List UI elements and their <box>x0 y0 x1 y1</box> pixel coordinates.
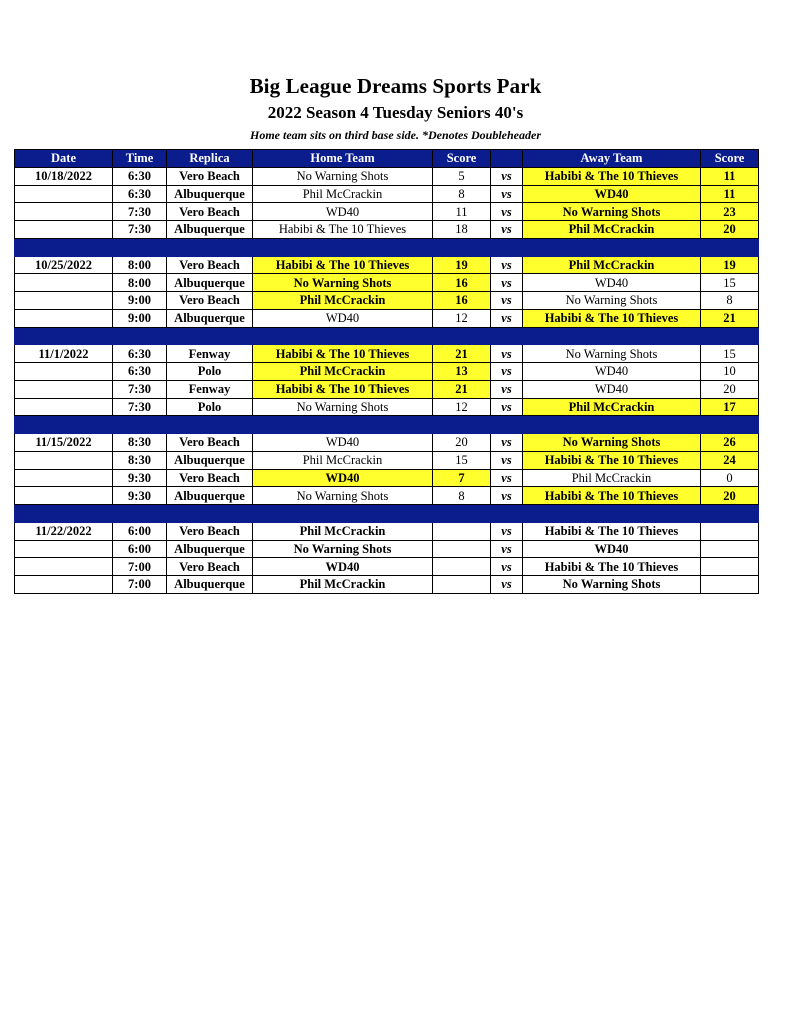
away-score-cell <box>701 558 759 576</box>
date-cell: 10/25/2022 <box>15 256 113 274</box>
time-cell: 7:00 <box>113 558 167 576</box>
home-score-cell: 21 <box>433 380 491 398</box>
date-cell <box>15 274 113 292</box>
away-score-cell: 26 <box>701 434 759 452</box>
date-cell <box>15 185 113 203</box>
field-cell: Polo <box>167 363 253 381</box>
away-score-cell <box>701 576 759 594</box>
separator-cell <box>701 327 759 345</box>
col-away-score: Score <box>701 150 759 168</box>
separator-cell <box>253 327 433 345</box>
col-away-team: Away Team <box>523 150 701 168</box>
field-cell: Albuquerque <box>167 221 253 239</box>
away-score-cell: 24 <box>701 451 759 469</box>
game-row <box>15 469 759 487</box>
date-cell <box>15 558 113 576</box>
col-home-score: Score <box>433 150 491 168</box>
game-row <box>15 221 759 239</box>
field-cell: Albuquerque <box>167 309 253 327</box>
game-row <box>15 451 759 469</box>
away-score-cell: 15 <box>701 274 759 292</box>
home-score-cell: 13 <box>433 363 491 381</box>
time-cell: 7:00 <box>113 576 167 594</box>
header-row <box>15 150 759 168</box>
home-score-cell: 16 <box>433 274 491 292</box>
home-score-cell: 12 <box>433 309 491 327</box>
away-score-cell: 23 <box>701 203 759 221</box>
home-team-cell: Phil McCrackin <box>253 292 433 310</box>
home-team-cell: Habibi & The 10 Thieves <box>253 380 433 398</box>
game-row <box>15 540 759 558</box>
home-team-cell: Habibi & The 10 Thieves <box>253 256 433 274</box>
vs-cell: vs <box>491 540 523 558</box>
vs-cell: vs <box>491 185 523 203</box>
game-row <box>15 345 759 363</box>
time-cell: 9:30 <box>113 469 167 487</box>
time-cell: 6:30 <box>113 363 167 381</box>
vs-cell: vs <box>491 522 523 540</box>
away-team-cell: Phil McCrackin <box>523 256 701 274</box>
game-row <box>15 256 759 274</box>
separator-cell <box>491 327 523 345</box>
date-cell <box>15 576 113 594</box>
home-score-cell: 19 <box>433 256 491 274</box>
home-team-cell: WD40 <box>253 434 433 452</box>
date-cell <box>15 540 113 558</box>
week-separator <box>15 327 759 345</box>
home-score-cell: 5 <box>433 167 491 185</box>
time-cell: 9:30 <box>113 487 167 505</box>
season-subtitle: 2022 Season 4 Tuesday Seniors 40's <box>267 103 524 122</box>
field-cell: Fenway <box>167 380 253 398</box>
col-home-team: Home Team <box>253 150 433 168</box>
time-cell: 6:30 <box>113 345 167 363</box>
schedule-table <box>14 149 759 594</box>
away-team-cell: Habibi & The 10 Thieves <box>523 487 701 505</box>
separator-cell <box>701 505 759 523</box>
separator-cell <box>253 238 433 256</box>
away-score-cell: 20 <box>701 221 759 239</box>
home-team-cell: Phil McCrackin <box>253 451 433 469</box>
date-cell <box>15 309 113 327</box>
field-cell: Vero Beach <box>167 167 253 185</box>
game-row <box>15 576 759 594</box>
game-row <box>15 398 759 416</box>
game-row <box>15 185 759 203</box>
away-team-cell: WD40 <box>523 363 701 381</box>
away-score-cell: 20 <box>701 487 759 505</box>
away-score-cell: 15 <box>701 345 759 363</box>
home-team-cell: No Warning Shots <box>253 540 433 558</box>
away-score-cell: 11 <box>701 185 759 203</box>
field-cell: Vero Beach <box>167 558 253 576</box>
away-team-cell: Habibi & The 10 Thieves <box>523 167 701 185</box>
away-team-cell: WD40 <box>523 540 701 558</box>
date-cell: 11/1/2022 <box>15 345 113 363</box>
away-team-cell: No Warning Shots <box>523 434 701 452</box>
home-team-cell: Habibi & The 10 Thieves <box>253 345 433 363</box>
date-cell <box>15 203 113 221</box>
field-cell: Albuquerque <box>167 576 253 594</box>
separator-cell <box>491 238 523 256</box>
vs-cell: vs <box>491 451 523 469</box>
home-score-cell <box>433 558 491 576</box>
time-cell: 6:30 <box>113 185 167 203</box>
time-cell: 6:00 <box>113 522 167 540</box>
vs-cell: vs <box>491 558 523 576</box>
home-score-cell: 8 <box>433 185 491 203</box>
vs-cell: vs <box>491 274 523 292</box>
home-team-cell: No Warning Shots <box>253 398 433 416</box>
home-team-cell: WD40 <box>253 203 433 221</box>
week-separator <box>15 505 759 523</box>
separator-cell <box>523 238 701 256</box>
home-team-cell: No Warning Shots <box>253 487 433 505</box>
separator-cell <box>523 327 701 345</box>
field-cell: Albuquerque <box>167 451 253 469</box>
separator-cell <box>167 505 253 523</box>
away-score-cell: 10 <box>701 363 759 381</box>
away-team-cell: Phil McCrackin <box>523 221 701 239</box>
home-score-cell: 11 <box>433 203 491 221</box>
separator-cell <box>113 238 167 256</box>
vs-cell: vs <box>491 576 523 594</box>
separator-cell <box>167 416 253 434</box>
away-team-cell: WD40 <box>523 185 701 203</box>
vs-cell: vs <box>491 221 523 239</box>
separator-cell <box>113 416 167 434</box>
vs-cell: vs <box>491 292 523 310</box>
date-cell: 11/22/2022 <box>15 522 113 540</box>
away-score-cell: 19 <box>701 256 759 274</box>
home-team-cell: Habibi & The 10 Thieves <box>253 221 433 239</box>
separator-cell <box>167 238 253 256</box>
home-team-cell: No Warning Shots <box>253 167 433 185</box>
separator-cell <box>253 416 433 434</box>
away-team-cell: No Warning Shots <box>523 292 701 310</box>
home-score-cell: 12 <box>433 398 491 416</box>
home-team-cell: Phil McCrackin <box>253 522 433 540</box>
home-team-cell: Phil McCrackin <box>253 576 433 594</box>
separator-cell <box>15 416 113 434</box>
field-cell: Albuquerque <box>167 487 253 505</box>
separator-cell <box>701 238 759 256</box>
separator-cell <box>113 505 167 523</box>
time-cell: 9:00 <box>113 309 167 327</box>
separator-cell <box>491 416 523 434</box>
date-cell <box>15 380 113 398</box>
away-team-cell: Phil McCrackin <box>523 398 701 416</box>
away-team-cell: No Warning Shots <box>523 345 701 363</box>
vs-cell: vs <box>491 256 523 274</box>
separator-cell <box>523 416 701 434</box>
time-cell: 7:30 <box>113 380 167 398</box>
away-team-cell: Habibi & The 10 Thieves <box>523 309 701 327</box>
separator-cell <box>491 505 523 523</box>
time-cell: 6:30 <box>113 167 167 185</box>
away-score-cell: 8 <box>701 292 759 310</box>
field-cell: Albuquerque <box>167 185 253 203</box>
game-row <box>15 167 759 185</box>
date-cell: 10/18/2022 <box>15 167 113 185</box>
time-cell: 8:00 <box>113 256 167 274</box>
date-cell <box>15 221 113 239</box>
field-cell: Albuquerque <box>167 540 253 558</box>
separator-cell <box>701 416 759 434</box>
away-score-cell: 20 <box>701 380 759 398</box>
home-team-cell: Phil McCrackin <box>253 185 433 203</box>
home-score-cell <box>433 576 491 594</box>
away-team-cell: WD40 <box>523 274 701 292</box>
away-score-cell <box>701 522 759 540</box>
vs-cell: vs <box>491 469 523 487</box>
game-row <box>15 274 759 292</box>
vs-cell: vs <box>491 380 523 398</box>
vs-cell: vs <box>491 398 523 416</box>
away-team-cell: Habibi & The 10 Thieves <box>523 451 701 469</box>
date-cell <box>15 487 113 505</box>
game-row <box>15 292 759 310</box>
separator-cell <box>433 505 491 523</box>
time-cell: 8:00 <box>113 274 167 292</box>
game-row <box>15 522 759 540</box>
game-row <box>15 487 759 505</box>
col-replica: Replica <box>167 150 253 168</box>
home-team-note: Home team sits on third base side. *Denotes Doubleheader <box>250 128 541 142</box>
home-score-cell: 8 <box>433 487 491 505</box>
away-score-cell: 0 <box>701 469 759 487</box>
away-team-cell: WD40 <box>523 380 701 398</box>
separator-cell <box>523 505 701 523</box>
field-cell: Vero Beach <box>167 469 253 487</box>
time-cell: 7:30 <box>113 203 167 221</box>
home-score-cell <box>433 540 491 558</box>
away-team-cell: Habibi & The 10 Thieves <box>523 558 701 576</box>
field-cell: Vero Beach <box>167 522 253 540</box>
vs-cell: vs <box>491 434 523 452</box>
separator-cell <box>433 416 491 434</box>
time-cell: 6:00 <box>113 540 167 558</box>
home-team-cell: WD40 <box>253 558 433 576</box>
away-team-cell: Habibi & The 10 Thieves <box>523 522 701 540</box>
date-cell <box>15 363 113 381</box>
game-row <box>15 380 759 398</box>
vs-cell: vs <box>491 487 523 505</box>
time-cell: 8:30 <box>113 451 167 469</box>
time-cell: 8:30 <box>113 434 167 452</box>
home-score-cell: 15 <box>433 451 491 469</box>
field-cell: Albuquerque <box>167 274 253 292</box>
game-row <box>15 363 759 381</box>
date-cell <box>15 292 113 310</box>
col-vs <box>491 150 523 168</box>
field-cell: Fenway <box>167 345 253 363</box>
separator-cell <box>253 505 433 523</box>
game-row <box>15 558 759 576</box>
home-score-cell: 16 <box>433 292 491 310</box>
vs-cell: vs <box>491 167 523 185</box>
vs-cell: vs <box>491 345 523 363</box>
vs-cell: vs <box>491 363 523 381</box>
date-cell <box>15 469 113 487</box>
home-team-cell: WD40 <box>253 469 433 487</box>
separator-cell <box>15 327 113 345</box>
separator-cell <box>15 238 113 256</box>
schedule-body <box>15 167 759 593</box>
away-team-cell: No Warning Shots <box>523 203 701 221</box>
field-cell: Polo <box>167 398 253 416</box>
home-score-cell: 20 <box>433 434 491 452</box>
col-date: Date <box>15 150 113 168</box>
field-cell: Vero Beach <box>167 292 253 310</box>
time-cell: 9:00 <box>113 292 167 310</box>
separator-cell <box>433 327 491 345</box>
vs-cell: vs <box>491 309 523 327</box>
away-score-cell: 21 <box>701 309 759 327</box>
away-score-cell <box>701 540 759 558</box>
home-team-cell: WD40 <box>253 309 433 327</box>
home-team-cell: No Warning Shots <box>253 274 433 292</box>
time-cell: 7:30 <box>113 398 167 416</box>
away-team-cell: No Warning Shots <box>523 576 701 594</box>
game-row <box>15 203 759 221</box>
date-cell <box>15 398 113 416</box>
field-cell: Vero Beach <box>167 256 253 274</box>
vs-cell: vs <box>491 203 523 221</box>
week-separator <box>15 238 759 256</box>
col-time: Time <box>113 150 167 168</box>
game-row <box>15 434 759 452</box>
separator-cell <box>433 238 491 256</box>
home-score-cell <box>433 522 491 540</box>
separator-cell <box>15 505 113 523</box>
time-cell: 7:30 <box>113 221 167 239</box>
away-team-cell: Phil McCrackin <box>523 469 701 487</box>
home-team-cell: Phil McCrackin <box>253 363 433 381</box>
week-separator <box>15 416 759 434</box>
home-score-cell: 21 <box>433 345 491 363</box>
separator-cell <box>113 327 167 345</box>
separator-cell <box>167 327 253 345</box>
home-score-cell: 18 <box>433 221 491 239</box>
page-title: Big League Dreams Sports Park <box>249 74 542 98</box>
field-cell: Vero Beach <box>167 203 253 221</box>
date-cell <box>15 451 113 469</box>
away-score-cell: 17 <box>701 398 759 416</box>
away-score-cell: 11 <box>701 167 759 185</box>
game-row <box>15 309 759 327</box>
field-cell: Vero Beach <box>167 434 253 452</box>
home-score-cell: 7 <box>433 469 491 487</box>
date-cell: 11/15/2022 <box>15 434 113 452</box>
